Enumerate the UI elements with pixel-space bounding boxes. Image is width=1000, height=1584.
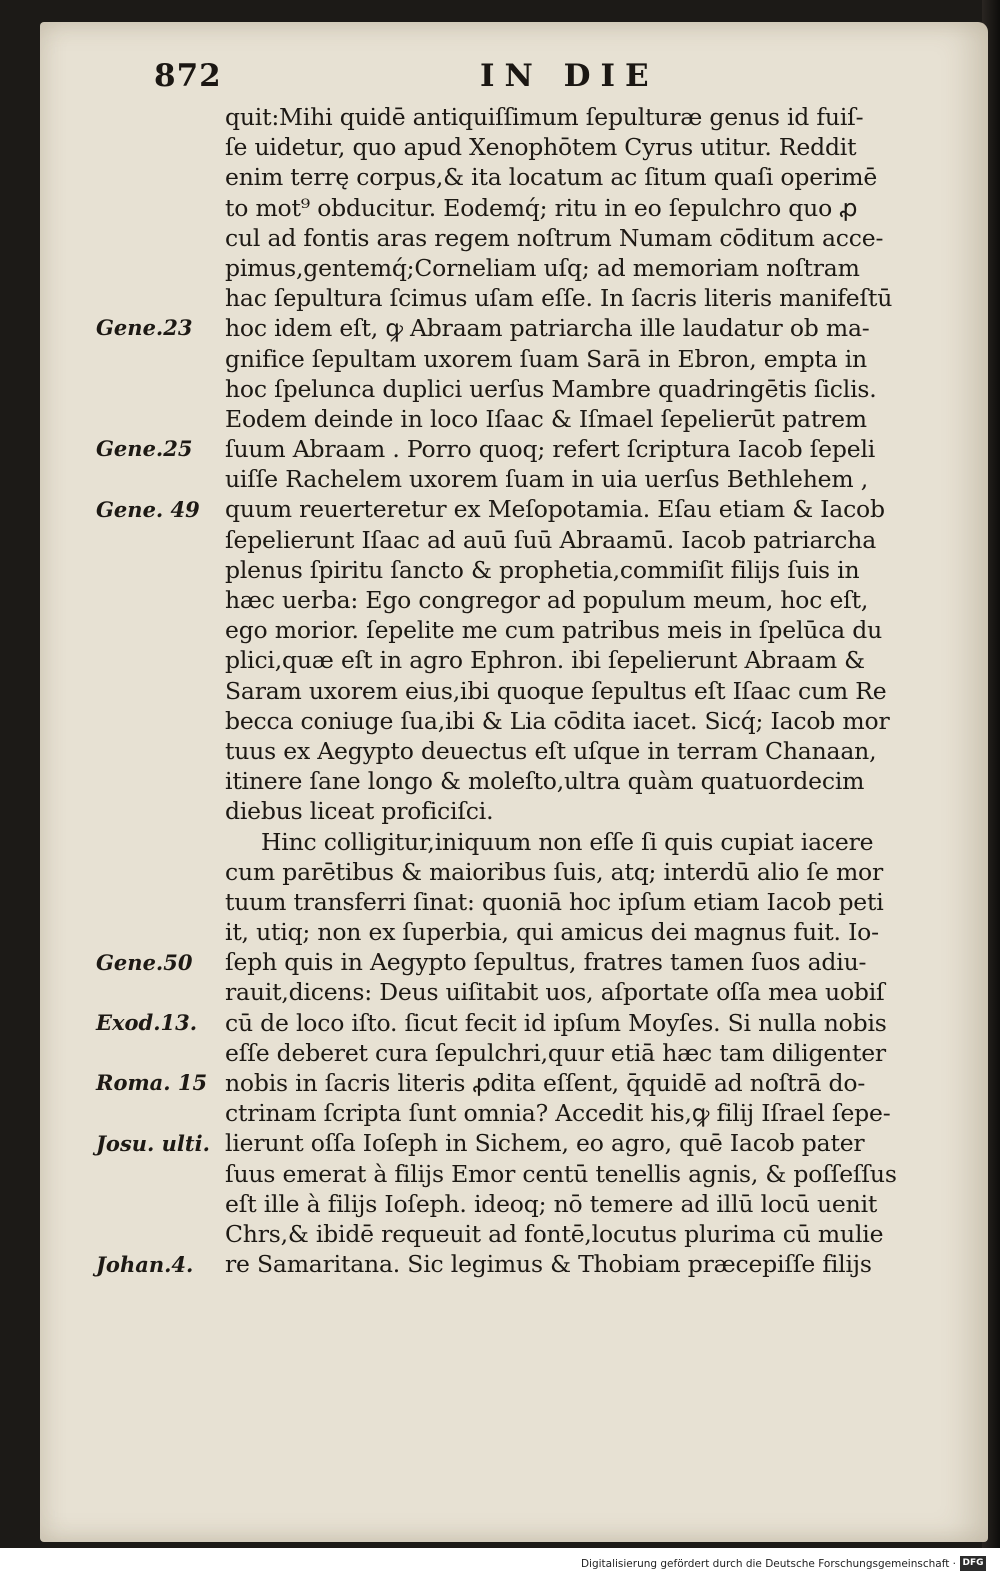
text-line: hac ſepultura ſcimus uſam eſſe. In ſacris literis manifeſtū <box>225 284 893 313</box>
margin-reference: Gene.25 <box>96 436 193 462</box>
footer <box>0 1548 1000 1584</box>
text-line: uiſſe Rachelem uxorem ſuam in uia uerſus Bethlehem , <box>225 465 869 494</box>
text-line: ſuus emerat à filijs Emor centū tenellis agnis, & poſſeſſus <box>225 1159 897 1188</box>
text-line: ego morior. ſepelite me cum patribus meis in ſpelūca du <box>225 616 883 645</box>
text-line: itinere ſane longo & moleſto,ultra quàm quatuordecim <box>225 767 865 796</box>
text-line: tuum transferri ſinat: quoniā hoc ipſum etiam Iacob peti <box>225 887 884 916</box>
text-line: cū de loco iſto. ſicut fecit id ipſum Moyſes. Si nulla nobis <box>225 1008 887 1037</box>
text-line: gnifice ſepultam uxorem ſuam Sarā in Ebron, empta in <box>225 344 867 373</box>
text-line: rauit,dicens: Deus uiſitabit uos, aſportate oſſa mea uobiſ <box>225 978 885 1007</box>
dfg-logo: DFG <box>960 1556 986 1571</box>
text-line: Hinc colligitur,iniquum non eſſe ſi quis cupiat iacere <box>261 827 874 856</box>
text-line: cum parētibus & maioribus ſuis, atq; interdū alio ſe mor <box>225 857 884 886</box>
footer-credit: Digitalisierung gefördert durch die Deutsche Forschungsgemeinschaft · <box>580 1558 956 1570</box>
text-line: ſepelierunt Iſaac ad auū ſuū Abraamū. Iacob patriarcha <box>225 525 876 554</box>
text-line: quum reuerteretur ex Meſopotamia. Eſau etiam & Iacob <box>225 495 885 524</box>
text-line: diebus liceat proficiſci. <box>225 797 494 826</box>
text-line: Chrs,& ibidē requeuit ad fontē,locutus plurima cū mulie <box>225 1219 884 1248</box>
text-line: hoc idem eſt, ꝙ Abraam patriarcha ille laudatur ob ma- <box>225 314 870 343</box>
page-number: 872 <box>154 58 222 94</box>
text-line: it, utiq; non ex ſuperbia, qui amicus dei magnus fuit. Io- <box>225 918 879 947</box>
margin-reference: Exod.13. <box>96 1010 198 1035</box>
text-line: hoc ſpelunca duplici uerſus Mambre quadringētis ſiclis. <box>225 374 877 403</box>
margin-reference: Gene.23 <box>96 315 193 341</box>
text-line: plici,quæ eſt in agro Ephron. ibi ſepelierunt Abraam & <box>225 646 865 675</box>
text-line: enim terrę corpus,& ita locatum ac ſitum quaſi operimē <box>225 163 878 192</box>
text-line: ctrinam ſcripta ſunt omnia? Accedit his,ꝙ filij Iſrael ſepe- <box>225 1099 891 1128</box>
text-line: plenus ſpiritu ſancto & prophetia,commiſit filijs ſuis in <box>225 555 860 584</box>
text-line: Eodem deinde in loco Iſaac & Iſmael ſepelierūt patrem <box>225 404 867 433</box>
text-line: to mot⁹ obducitur. Eodemq́; ritu in eo ſepulchro quo ꝓ <box>225 193 858 222</box>
text-line: quit:Mihi quidē antiquiſſimum ſepulturæ genus id fuiſ- <box>225 103 864 131</box>
book-page <box>40 22 988 1542</box>
text-line: tuus ex Aegypto deuectus eſt uſque in terram Chanaan, <box>225 736 877 765</box>
text-line: Saram uxorem eius,ibi quoque ſepultus eſt Iſaac cum Re <box>225 676 887 705</box>
margin-reference: Gene.50 <box>96 949 193 975</box>
margin-reference: Gene. 49 <box>96 496 200 522</box>
margin-reference: Johan.4. <box>96 1251 194 1277</box>
text-line: pimus,gentemq́;Corneliam uſq; ad memoriam noſtram <box>225 253 860 282</box>
text-line: ſe uidetur, quo apud Xenophōtem Cyrus utitur. Reddit <box>225 133 857 162</box>
text-line: hæc uerba: Ego congregor ad populum meum, hoc eſt, <box>225 586 869 614</box>
margin-reference: Josu. ulti. <box>96 1130 210 1156</box>
text-line: ſeph quis in Aegypto ſepultus, fratres tamen ſuos adiu- <box>225 948 867 977</box>
text-line: cul ad fontis aras regem noſtrum Numam cōditum acce- <box>225 223 884 252</box>
text-line: becca coniuge ſua,ibi & Lia cōdita iacet. Sicq́; Iacob mor <box>225 706 890 735</box>
text-line: ſuum Abraam . Porro quoq; refert ſcriptura Iacob ſepeli <box>225 435 876 464</box>
text-line: re Samaritana. Sic legimus & Thobiam præcepiſſe filijs <box>225 1250 872 1279</box>
running-head: IN DIE <box>480 58 659 94</box>
text-line: lierunt oſſa Ioſeph in Sichem, eo agro, quē Iacob pater <box>225 1129 865 1158</box>
text-line: nobis in ſacris literis ꝓdita eſſent, q̄quidē ad noſtrā do- <box>225 1069 866 1097</box>
body-text <box>225 102 933 1279</box>
margin-reference: Roma. 15 <box>96 1070 208 1096</box>
text-line: eſt ille à filijs Ioſeph. ideoq; nō temere ad illū locū uenit <box>225 1189 878 1218</box>
text-line: eſſe deberet cura ſepulchri,quur etiā hæc tam diligenter <box>225 1038 886 1067</box>
